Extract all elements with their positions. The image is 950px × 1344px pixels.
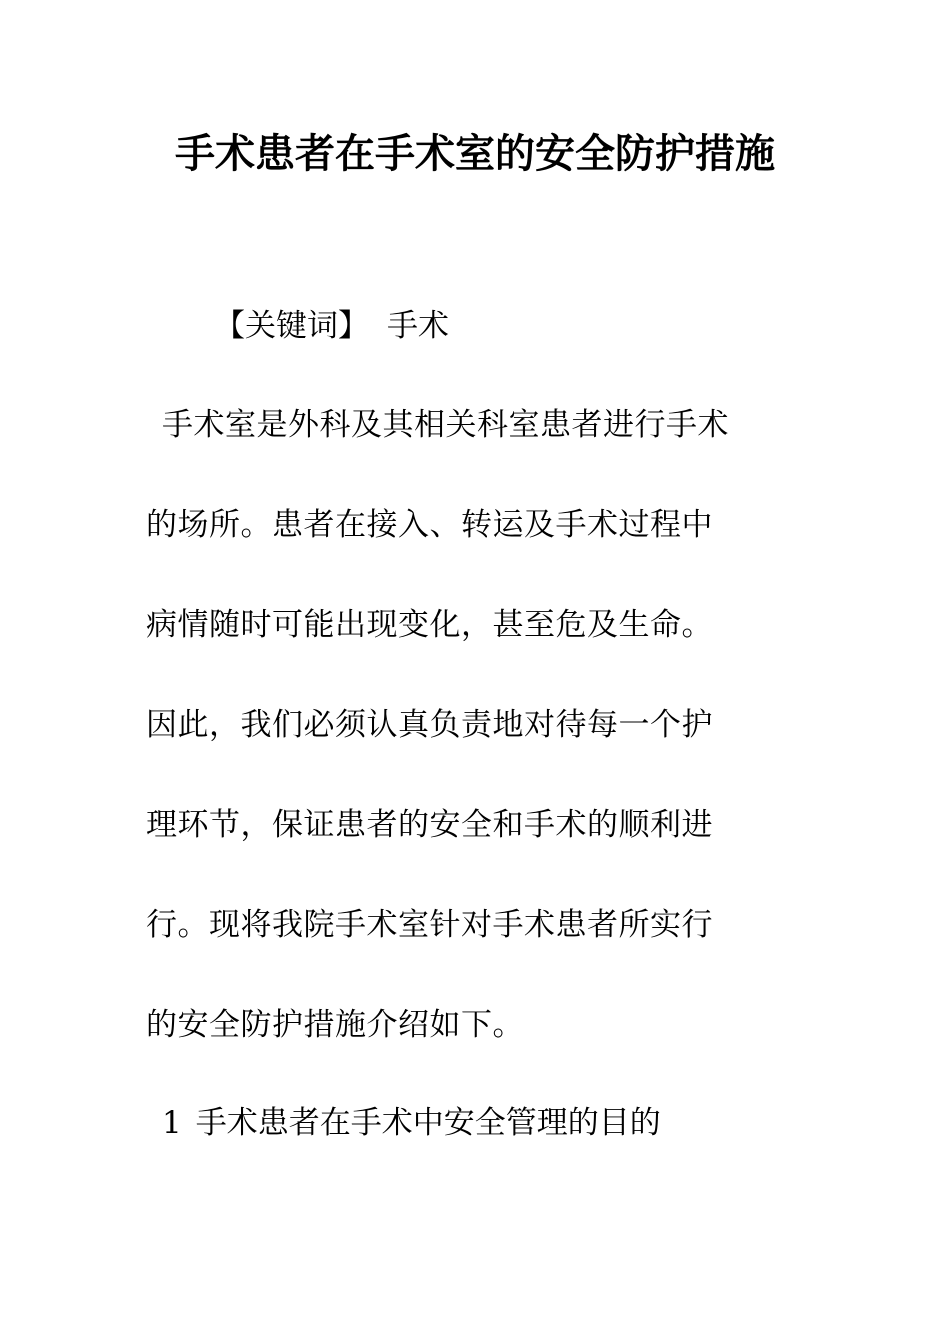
keywords-label: 【关键词】 [214,308,369,344]
paragraph-line: 的安全防护措施介绍如下。 [146,1007,524,1043]
paragraph-line: 的场所。患者在接入、转运及手术过程中 [146,507,713,543]
section-heading [162,1099,661,1147]
paragraph-line: 理环节，保证患者的安全和手术的顺利进 [146,807,713,843]
paragraph-line: 行。现将我院手术室针对手术患者所实行 [146,907,713,943]
section-heading-text: 手术患者在手术中安全管理的目的 [195,1105,661,1141]
section-number: 1 [162,1105,182,1141]
paragraph-line: 因此，我们必须认真负责地对待每一个护 [146,707,713,743]
paragraph-line: 手术室是外科及其相关科室患者进行手术 [162,407,729,443]
document-title: 手术患者在手术室的安全防护措施 [175,130,775,177]
keywords-line [214,302,449,350]
keywords-value: 手术 [387,308,449,344]
paragraph-line: 病情随时可能出现变化，甚至危及生命。 [146,607,713,643]
